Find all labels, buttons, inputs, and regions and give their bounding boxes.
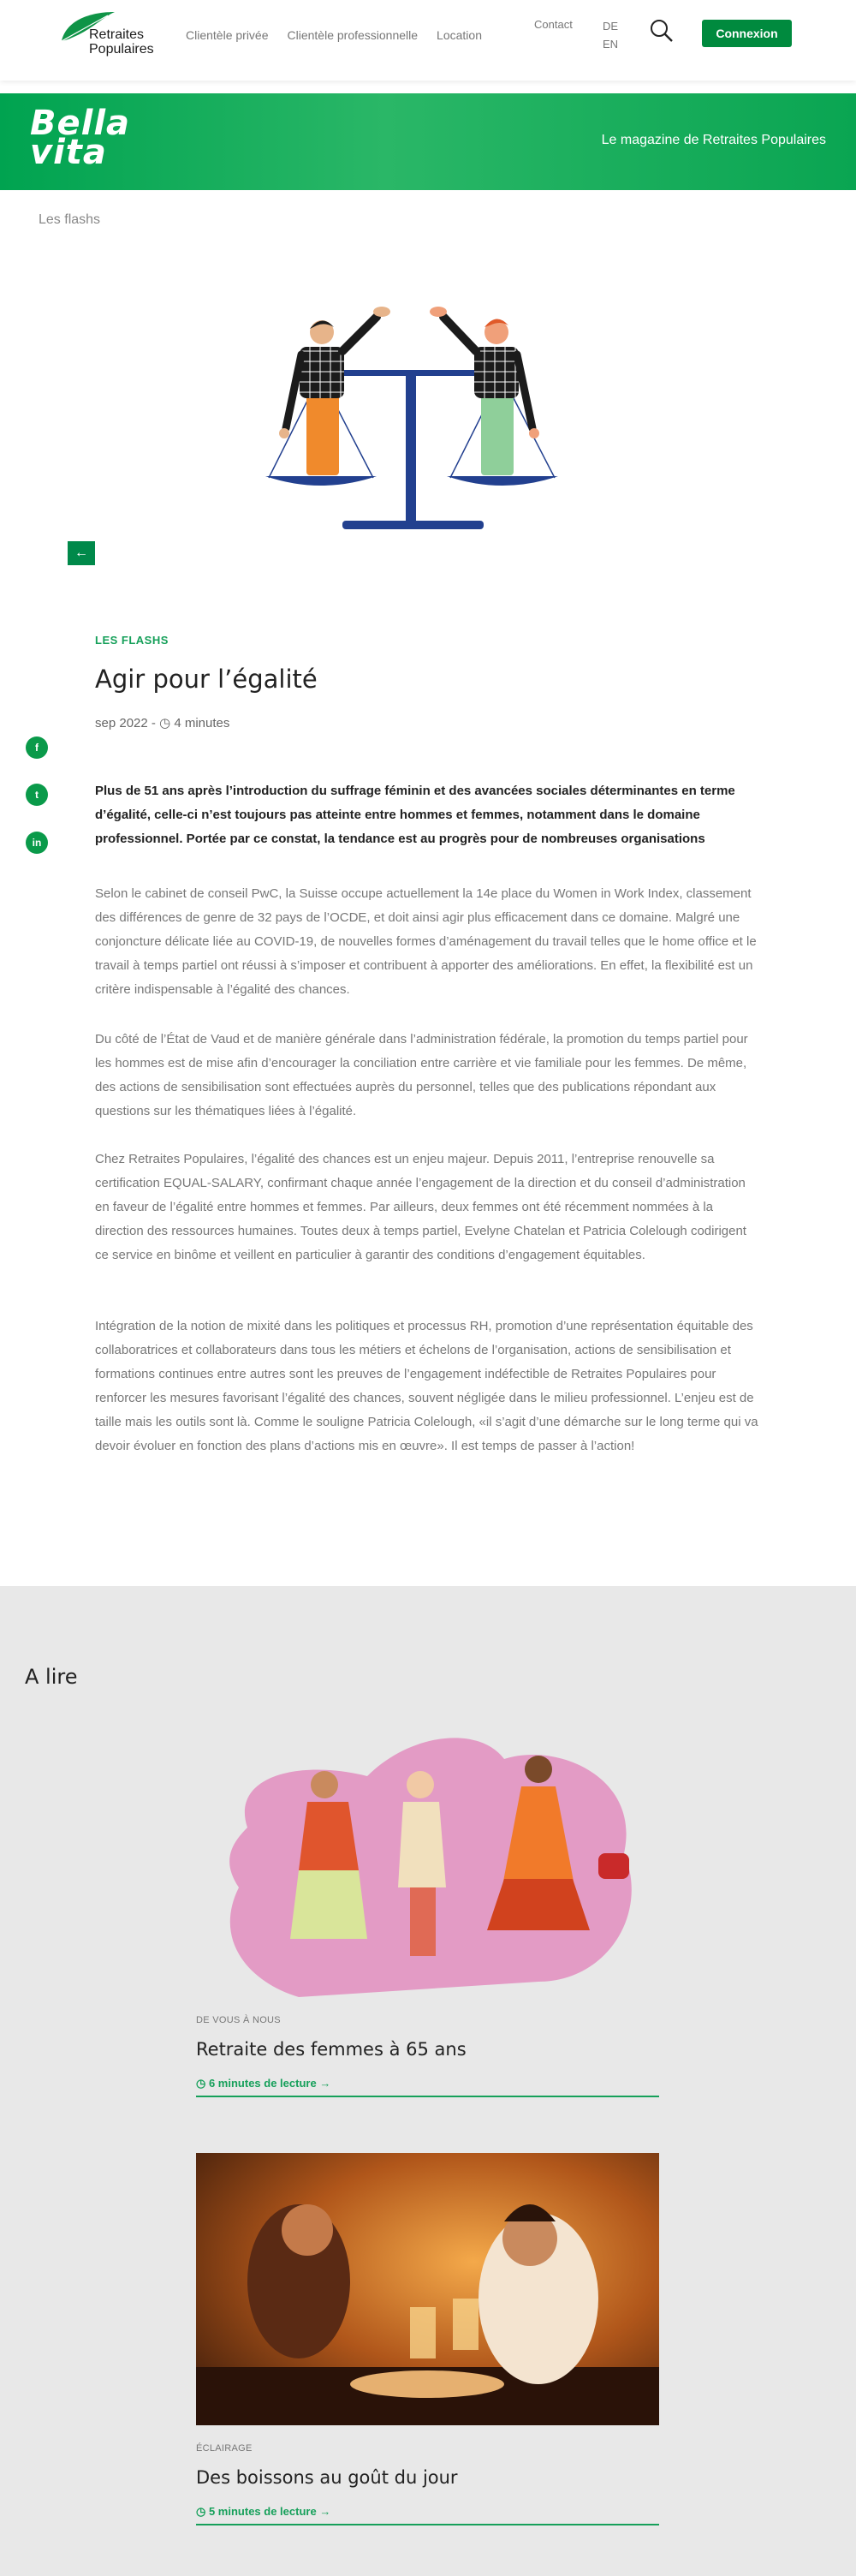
card-category: ÉCLAIRAGE bbox=[196, 2443, 253, 2454]
article-paragraph-1: Selon le cabinet de conseil PwC, la Suisse occupe actuellement la 14e place du Women in Work Index, classement des différences de genre de 32 pays de l’OCDE, et doit ainsi agir plus efficacement dans ce domaine. Malgré une conjoncture délicate liée au COVID-19, de nouvelles formes d’aménagement du travail telles que le home office et le travail à temps partiel ont réussi à s’imposer et contribuent à apporter des améliorations. En effet, la flexibilité est un critère indispensable à l’égalité des chances. bbox=[95, 886, 757, 997]
logo-line-2: Populaires bbox=[89, 42, 154, 57]
card-title[interactable]: Des boissons au goût du jour bbox=[196, 2467, 458, 2488]
twitter-icon: t bbox=[35, 789, 39, 801]
card-read-link[interactable] bbox=[196, 2505, 659, 2525]
article-lead: Plus de 51 ans après l’introduction du suffrage féminin et des avancées sociales déterminantes en terme d’égalité, celle-ci n’est toujours pas atteinte entre hommes et femmes, notamment dans le domaine professionnel. Portée par ce constat, la tendance est au progrès pour de nombreuses organisations bbox=[95, 784, 735, 846]
clock-icon: ◷ bbox=[196, 2077, 206, 2090]
back-button[interactable] bbox=[68, 541, 95, 565]
article-date: sep 2022 - bbox=[95, 716, 156, 730]
logo-line-1: Retraites bbox=[89, 27, 145, 42]
related-card[interactable] bbox=[196, 1725, 659, 2097]
arrow-left-icon: ← bbox=[74, 546, 88, 560]
logo-wordmark bbox=[89, 27, 154, 57]
lang-en-link[interactable]: EN bbox=[603, 38, 619, 51]
twitter-share-button[interactable] bbox=[26, 784, 48, 806]
language-switcher bbox=[603, 17, 618, 53]
article-read-time: 4 minutes bbox=[174, 716, 230, 730]
top-navigation-bar bbox=[0, 0, 856, 80]
bella-vita-logo[interactable] bbox=[30, 104, 131, 172]
lang-de-link[interactable]: DE bbox=[603, 20, 619, 33]
equality-scale-illustration bbox=[257, 300, 565, 540]
login-button[interactable]: Connexion bbox=[702, 20, 792, 47]
related-card[interactable] bbox=[196, 2153, 659, 2525]
article-paragraph-4: Intégration de la notion de mixité dans les politiques et processus RH, promotion d’une représentation équitable des collaboratrices et collaborateurs dans tous les métiers et échelons de l’organisation, actions de sensibilisation et formations continues entre autres sont les preuves de l’engagement indéfectible de Retraites Populaires pour renforcer les mesures favorisant l’égalité des chances, souvent négligée dans le milieu professionnel. L’enjeu est de taille mais les outils sont là. Comme le souligne Patricia Colelough, «il s’agit d’une démarche sur le long terme qui va devoir évoluer en fonction des plans d’actions mis en œuvre». Il est temps de passer à l’action! bbox=[95, 1319, 758, 1453]
article-paragraph-2: Du côté de l’État de Vaud et de manière générale dans l’administration fédérale, la promotion du temps partiel pour les hommes est de mise afin d’encourager la conciliation entre carrière et vie familiale pour les femmes. De même, des actions de sensibilisation sont effectuées auprès du personnel, telles que des publications répondant aux questions sur les thématiques liées à l’égalité. bbox=[95, 1032, 748, 1118]
article-paragraph-3: Chez Retraites Populaires, l’égalité des chances est un enjeu majeur. Depuis 2011, l’entreprise renouvelle sa certification EQUAL-SALARY, confirmant chaque année l’engagement de la direction et du conseil d’administration en faveur de l’égalité entre hommes et femmes. Par ailleurs, deux femmes ont été récemment nommées à la direction des ressources humaines. Toutes deux à temps partiel, Evelyne Chatelan et Patricia Colelough codirigent ce service en binôme et veillent en particulier à garantir des conditions d’engagement équitables. bbox=[95, 1152, 746, 1262]
clock-icon: ◷ bbox=[196, 2505, 206, 2518]
card-read-link[interactable] bbox=[196, 2077, 659, 2097]
card-category: DE VOUS À NOUS bbox=[196, 2015, 281, 2025]
nav-location[interactable]: Location bbox=[437, 28, 482, 42]
card-read-time: 6 minutes de lecture bbox=[208, 2077, 317, 2090]
magazine-banner bbox=[0, 93, 856, 190]
main-nav bbox=[186, 28, 482, 42]
nav-clientele-professionnelle[interactable]: Clientèle professionnelle bbox=[287, 28, 419, 42]
brand-line-1: Bella bbox=[30, 104, 131, 143]
related-articles-section bbox=[0, 1586, 856, 2576]
women-retirement-illustration bbox=[196, 1725, 659, 1997]
linkedin-share-button[interactable] bbox=[26, 832, 48, 854]
facebook-icon: f bbox=[35, 742, 39, 754]
arrow-right-icon: → bbox=[319, 2505, 331, 2518]
article-title: Agir pour l’égalité bbox=[95, 665, 318, 694]
article-meta bbox=[95, 715, 763, 730]
article bbox=[95, 634, 763, 1453]
card-title[interactable]: Retraite des femmes à 65 ans bbox=[196, 2039, 467, 2060]
search-icon[interactable] bbox=[649, 18, 675, 44]
magazine-tagline: Le magazine de Retraites Populaires bbox=[601, 133, 826, 147]
arrow-right-icon: → bbox=[319, 2077, 331, 2090]
clock-icon: ◷ bbox=[159, 716, 171, 730]
related-heading: A lire bbox=[25, 1665, 78, 1689]
article-category[interactable]: LES FLASHS bbox=[95, 634, 169, 647]
nav-clientele-privee[interactable]: Clientèle privée bbox=[186, 28, 269, 42]
card-read-time: 5 minutes de lecture bbox=[208, 2505, 317, 2518]
linkedin-icon: in bbox=[32, 837, 42, 849]
brand-line-2: vita bbox=[30, 133, 107, 172]
contact-link[interactable]: Contact bbox=[534, 18, 573, 31]
retraites-populaires-logo[interactable] bbox=[58, 9, 169, 60]
drinks-photo bbox=[196, 2153, 659, 2425]
facebook-share-button[interactable] bbox=[26, 736, 48, 759]
breadcrumb[interactable]: Les flashs bbox=[39, 212, 101, 227]
